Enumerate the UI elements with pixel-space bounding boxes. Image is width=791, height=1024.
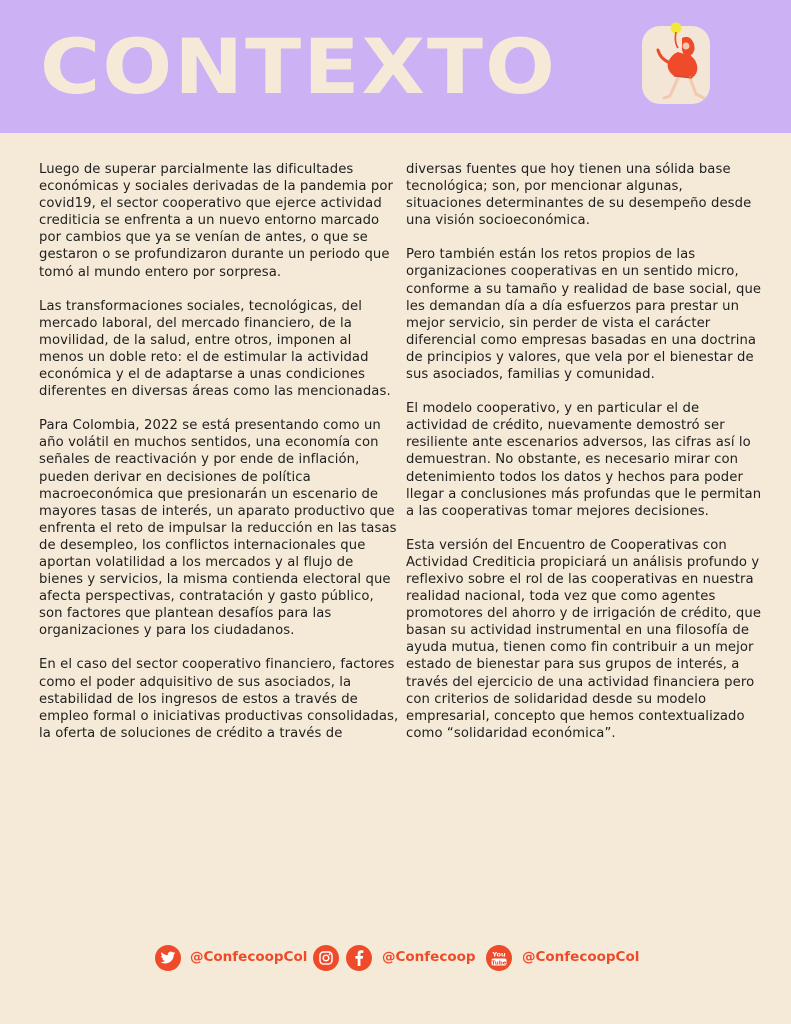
paragraph: En el caso del sector cooperativo financiero, factores como el poder adquisitivo de sus asociados, la estabilidad de los ingresos de estos a través de empleo formal o iniciativas productivas consolidadas, la oferta de soluciones de crédito a través de [39, 657, 399, 741]
header-banner [0, 0, 791, 133]
paragraph: Luego de superar parcialmente las dificultades económicas y sociales derivadas de la pandemia por covid19, el sector cooperativo que ejerce actividad crediticia se enfrenta a un nuevo entorno marcado por cambios que ya se venían de antes, o que se gestaron o se profundizaron durante un periodo que tomó al mundo entero por sorpresa. [39, 162, 394, 280]
paragraph: Para Colombia, 2022 se está presentando como un año volátil en muchos sentidos, una economía con señales de reactivación y por ende de inflación, pueden derivar en decisiones de política macroeconómica que presionarán un escenario de mayores tasas de interés, un aparato productivo que enfrenta el reto de impulsar la reducción en las tasas de desempleo, los conflictos internacionales que aportan volatilidad a los mercados y al flujo de bienes y servicios, la misma contienda electoral que afecta perspectivas, contratación y gasto público, son factores que plantean desafíos para las organizaciones y para los ciudadanos. [39, 418, 397, 639]
paragraph: Esta versión del Encuentro de Cooperativas con Actividad Crediticia propiciará un análisis profundo y reflexivo sobre el rol de las cooperativas en nuestra realidad nacional, toda vez que como agentes promotores del ahorro y de irrigación de crédito, que basan su actividad instrumental en una filosofía de ayuda mutua, tienen como fin contribuir a un mejor estado de bienestar para sus grupos de interés, a través del ejercicio de una actividad financiera pero con criterios de solidaridad desde su modelo empresarial, concepto que hemos contextualizado como “solidaridad económica”. [406, 537, 762, 741]
youtube-icon[interactable] [486, 945, 512, 971]
twitter-icon[interactable] [155, 945, 181, 971]
paragraph: diversas fuentes que hoy tienen una sólida base tecnológica; son, por mencionar algunas, situaciones determinantes de su desempeño desde una visión socioeconómica. [406, 162, 752, 229]
right-text-column [406, 161, 762, 759]
facebook-icon[interactable] [346, 945, 372, 971]
left-text-column [39, 161, 399, 759]
person-illustration [638, 18, 714, 106]
paragraph: Las transformaciones sociales, tecnológicas, del mercado laboral, del mercado financiero, de la movilidad, de la salud, entre otros, imponen al menos un doble reto: el de estimular la actividad económica y el de adaptarse a unas condiciones diferentes en diversas áreas como las mencionadas. [39, 298, 391, 400]
paragraph: El modelo cooperativo, y en particular el de actividad de crédito, nuevamente demostró ser resiliente ante escenarios adversos, las cifras así lo demuestran. No obstante, es necesario mirar con detenimiento todos los datos y hechos para poder llegar a conclusiones más profundas que le permitan a las cooperativas tomar mejores decisiones. [406, 401, 762, 519]
social-footer [0, 942, 791, 972]
page-title: CONTEXTO [40, 22, 558, 111]
facebook-handle[interactable]: @Confecoop [382, 949, 476, 965]
svg-text:You: You [492, 950, 506, 959]
svg-text:Tube: Tube [491, 960, 507, 967]
instagram-icon[interactable] [313, 945, 339, 971]
youtube-handle[interactable]: @ConfecoopCol [522, 949, 640, 965]
paragraph: Pero también están los retos propios de las organizaciones cooperativas en un sentido micro, conforme a su tamaño y realidad de base social, que les demandan día a día esfuerzos para prestar un mejor servicio, sin perder de vista el carácter diferencial como empresas basadas en una doctrina de principios y valores, que vela por el bienestar de sus asociados, familias y comunidad. [406, 247, 762, 383]
twitter-handle[interactable]: @ConfecoopCol [190, 949, 308, 965]
